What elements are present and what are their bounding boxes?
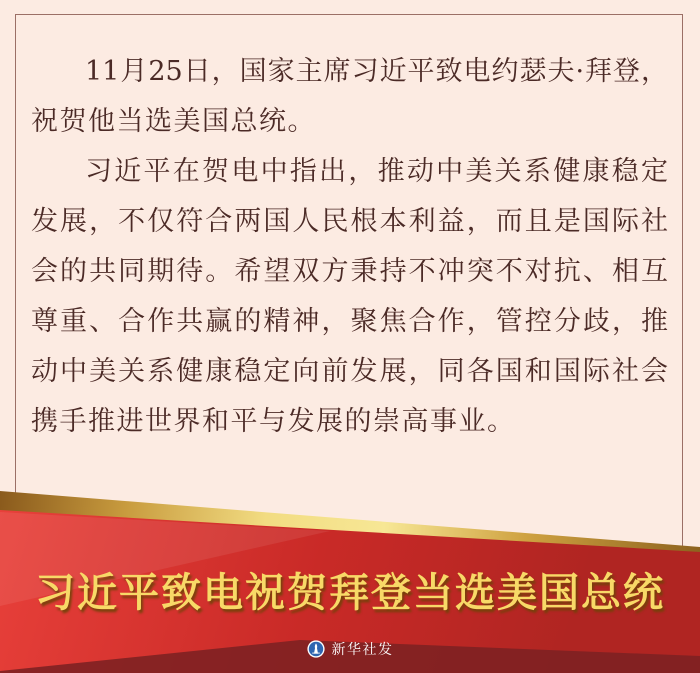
credit — [0, 638, 700, 660]
xinhua-logo-icon — [307, 640, 325, 658]
statement-line: 发展，不仅符合两国人民根本利益，而且是国际社 — [31, 206, 668, 237]
statement-line: 尊重、合作共赢的精神，聚焦合作，管控分歧，推 — [31, 306, 668, 337]
statement-line: 会的共同期待。希望双方秉持不冲突不对抗、相互 — [31, 256, 668, 287]
statement-box — [15, 14, 683, 554]
statement-line: 11月25日，国家主席习近平致电约瑟夫·拜登， — [85, 56, 668, 87]
credit-label: 新华社发 — [331, 642, 394, 658]
statement-line: 携手推进世界和平与发展的崇高事业。 — [31, 406, 516, 437]
statement-line: 祝贺他当选美国总统。 — [31, 106, 316, 137]
statement-line: 习近平在贺电中指出，推动中美关系健康稳定 — [85, 156, 668, 187]
headline: 习近平致电祝贺拜登当选美国总统 — [35, 569, 665, 616]
statement-line: 动中美关系健康稳定向前发展，同各国和国际社会 — [31, 356, 668, 387]
